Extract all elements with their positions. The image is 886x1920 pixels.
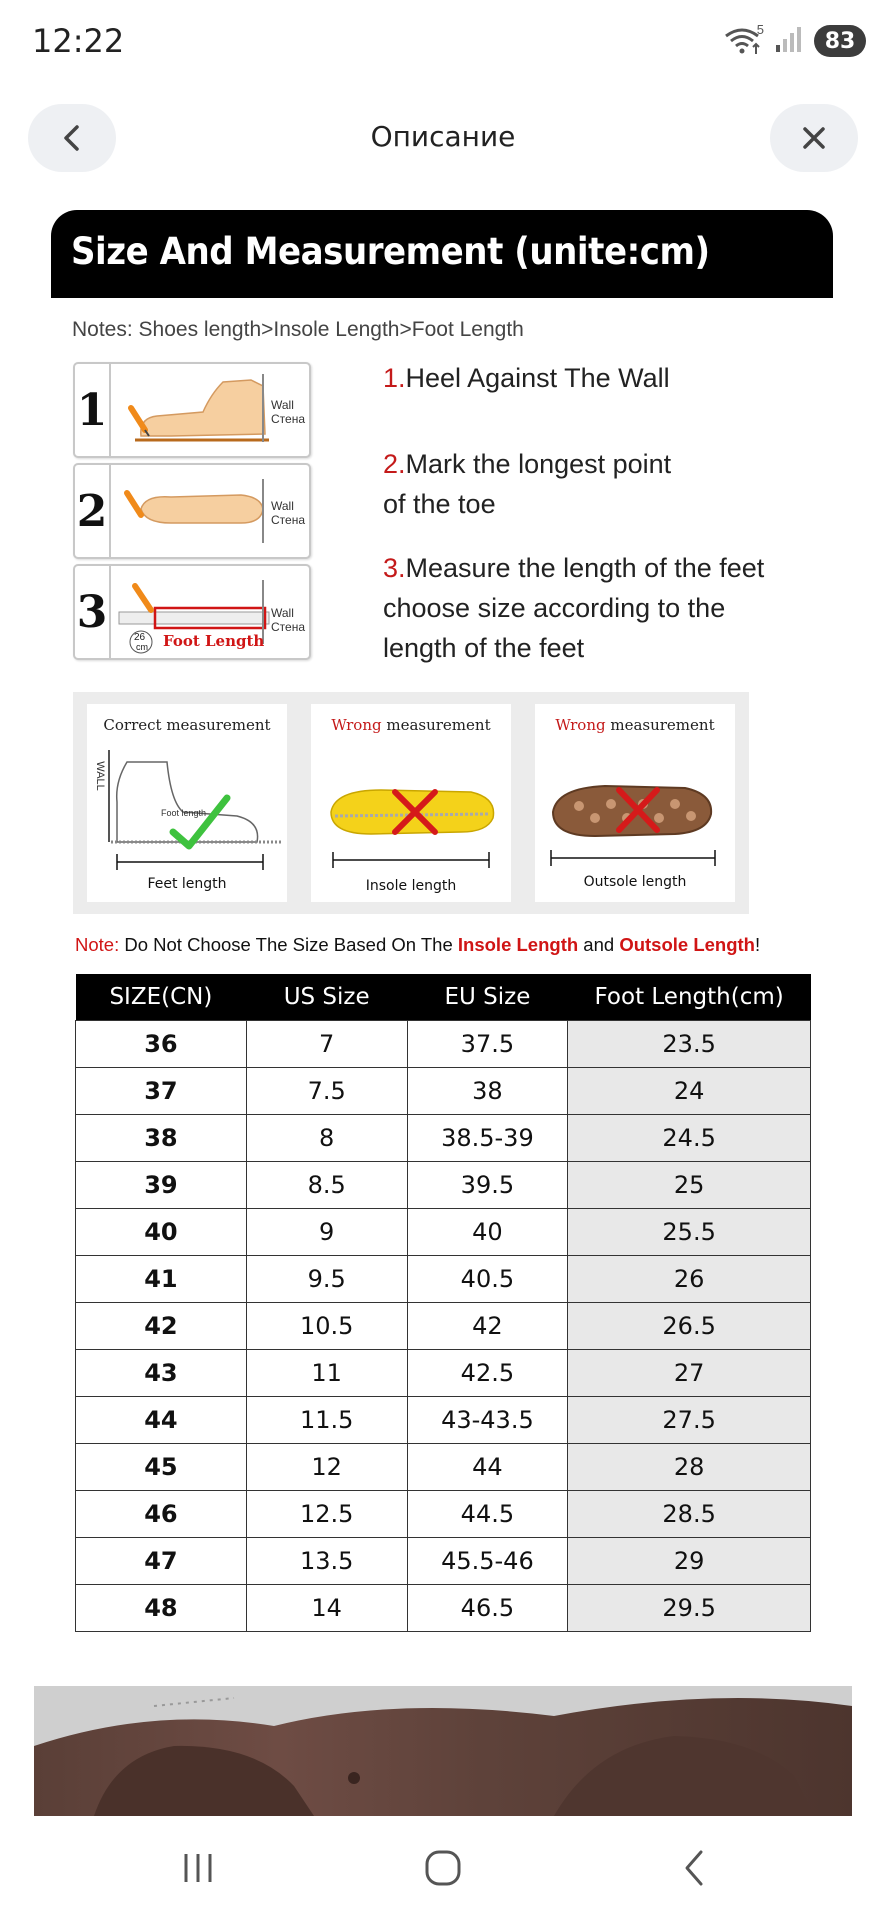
foot-length-cell: 25 [568,1161,811,1208]
header-eu-size: EU Size [407,974,568,1020]
foot-length-cell: 27.5 [568,1396,811,1443]
size-cn-cell: 44 [76,1396,247,1443]
table-row [76,1020,811,1067]
eu-size-cell: 43-43.5 [407,1396,568,1443]
foot-length-cell: 23.5 [568,1020,811,1067]
foot-top-view-image [111,465,309,557]
eu-size-cell: 42 [407,1302,568,1349]
us-size-cell: 11 [246,1349,407,1396]
size-cn-cell: 40 [76,1208,247,1255]
wrong-insole-card [311,704,511,902]
us-size-cell: 12.5 [246,1490,407,1537]
instruction-line: length of the feet [383,633,585,663]
status-bar [0,0,886,84]
instruction-3 [383,548,764,668]
size-cn-cell: 46 [76,1490,247,1537]
wall-label-en: Wall [271,398,294,412]
product-photo [34,1686,852,1816]
back-icon [679,1848,709,1888]
card-title [87,716,287,734]
table-row [76,1161,811,1208]
eu-size-cell: 40 [407,1208,568,1255]
size-banner [51,210,833,298]
length-badge-unit: cm [136,642,148,652]
instruction-number: 1. [383,363,406,393]
title-rest: measurement [605,716,715,734]
size-cn-cell: 37 [76,1067,247,1114]
table-row [76,1584,811,1631]
wall-label-en: Wall [271,606,294,620]
foot-length-cell: 28.5 [568,1490,811,1537]
title-rest: measurement [161,716,271,734]
table-row [76,1537,811,1584]
foot-length-cell: 24 [568,1067,811,1114]
header-foot-length: Foot Length(cm) [568,974,811,1020]
card-caption: Insole length [365,878,457,894]
eu-size-cell: 44 [407,1443,568,1490]
banner-title: Size And Measurement (unite:cm) [71,230,710,273]
table-row [76,1255,811,1302]
length-badge: 26 [134,632,146,643]
size-cn-cell: 38 [76,1114,247,1161]
step-2-illustration [73,463,311,559]
close-icon [800,124,828,152]
recent-apps-button[interactable] [158,1836,238,1900]
instruction-line: of the toe [383,489,496,519]
home-icon [423,1848,463,1888]
instruction-1 [383,358,670,398]
table-row [76,1067,811,1114]
size-cn-cell: 43 [76,1349,247,1396]
signal-icon [774,25,804,58]
wifi-icon [724,22,764,56]
recent-apps-icon [178,1850,218,1886]
foot-length-label: Foot Length [163,632,265,650]
note-and: and [578,934,620,955]
table-row [76,1396,811,1443]
eu-size-cell: 40.5 [407,1255,568,1302]
foot-length-cell: 25.5 [568,1208,811,1255]
eu-size-cell: 44.5 [407,1490,568,1537]
eu-size-cell: 38 [407,1067,568,1114]
measurement-examples [73,692,749,914]
note-insole: Insole Length [457,934,579,955]
card-title [535,716,735,734]
table-row [76,1490,811,1537]
foot-length-cell: 28 [568,1443,811,1490]
step-number: 1 [75,364,111,456]
note-outsole: Outsole Length [619,934,755,955]
wall-label-en: Wall [271,499,294,513]
size-note [75,934,760,956]
close-button[interactable] [770,104,858,172]
header-size-cn: SIZE(CN) [76,974,247,1020]
instruction-number: 3. [383,553,406,583]
foot-length-image [111,566,309,658]
eu-size-cell: 45.5-46 [407,1537,568,1584]
note-end: ! [754,934,761,955]
us-size-cell: 14 [246,1584,407,1631]
instruction-line: choose size according to the [383,593,726,623]
foot-length-cell: 27 [568,1349,811,1396]
instruction-line: Measure the length of the feet [405,553,765,583]
title-prefix: Wrong [331,716,382,734]
eu-size-cell: 38.5-39 [407,1114,568,1161]
foot-length-cell: 29 [568,1537,811,1584]
correct-foot-image [87,742,287,902]
eu-size-cell: 39.5 [407,1161,568,1208]
us-size-cell: 9.5 [246,1255,407,1302]
card-caption: Feet length [147,876,227,892]
eu-size-cell: 37.5 [407,1020,568,1067]
foot-length-cell: 26.5 [568,1302,811,1349]
size-cn-cell: 39 [76,1161,247,1208]
size-cn-cell: 41 [76,1255,247,1302]
size-cn-cell: 42 [76,1302,247,1349]
system-nav-bar [0,1816,886,1920]
step-number: 3 [75,566,111,658]
table-header-row [76,974,811,1020]
home-button[interactable] [403,1836,483,1900]
eu-size-cell: 46.5 [407,1584,568,1631]
size-cn-cell: 36 [76,1020,247,1067]
card-title [311,716,511,734]
insole-image [311,742,511,902]
instruction-number: 2. [383,449,406,479]
us-size-cell: 13.5 [246,1537,407,1584]
instruction-line: Mark the longest point [405,449,672,479]
note-text: Do Not Choose The Size Based On The [119,934,458,955]
wall-label-ru: Стена [271,513,306,527]
title-prefix: Wrong [555,716,606,734]
foot-against-wall-image [111,364,309,456]
notes-text: Notes: Shoes length>Insole Length>Foot Length [72,318,524,341]
us-size-cell: 7.5 [246,1067,407,1114]
size-cn-cell: 48 [76,1584,247,1631]
us-size-cell: 9 [246,1208,407,1255]
nav-back-button[interactable] [654,1836,734,1900]
wall-label-ru: Стена [271,620,306,634]
title-prefix: Correct [103,716,162,734]
app-header [0,100,886,180]
note-prefix: Note: [75,934,120,955]
wrong-outsole-card [535,704,735,902]
outsole-image [535,742,735,902]
foot-length-cell: 24.5 [568,1114,811,1161]
size-cn-cell: 45 [76,1443,247,1490]
foot-length-label: Foot length [161,808,207,818]
us-size-cell: 8 [246,1114,407,1161]
status-icons [724,24,866,58]
table-row [76,1443,811,1490]
battery-icon: 83 [814,25,866,57]
wall-label-ru: Стена [271,412,306,426]
instruction-2 [383,444,671,524]
correct-measurement-card [87,704,287,902]
foot-length-cell: 29.5 [568,1584,811,1631]
status-time: 12:22 [32,22,125,60]
table-row [76,1114,811,1161]
step-3-illustration [73,564,311,660]
wall-label: WALL [93,761,106,791]
step-number: 2 [75,465,111,557]
us-size-cell: 10.5 [246,1302,407,1349]
us-size-cell: 7 [246,1020,407,1067]
eu-size-cell: 42.5 [407,1349,568,1396]
table-row [76,1349,811,1396]
size-cn-cell: 47 [76,1537,247,1584]
us-size-cell: 8.5 [246,1161,407,1208]
size-chart-table [75,974,811,1632]
instruction-line: Heel Against The Wall [405,363,670,393]
header-us-size: US Size [246,974,407,1020]
table-row [76,1208,811,1255]
us-size-cell: 12 [246,1443,407,1490]
table-row [76,1302,811,1349]
wifi-badge: 5 [756,22,764,37]
card-caption: Outsole length [583,874,687,890]
foot-length-cell: 26 [568,1255,811,1302]
title-rest: measurement [381,716,491,734]
us-size-cell: 11.5 [246,1396,407,1443]
page-title: Описание [370,120,516,153]
step-1-illustration [73,362,311,458]
